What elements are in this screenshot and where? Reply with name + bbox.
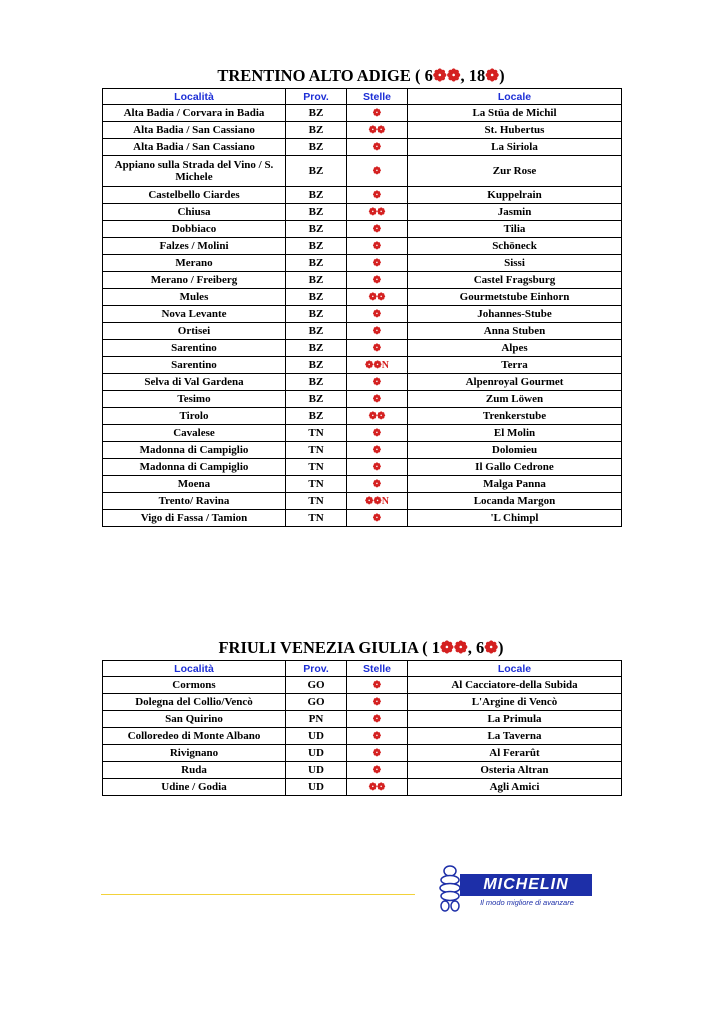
cell-locale: Schöneck — [408, 238, 622, 255]
cell-localita: Mules — [103, 289, 286, 306]
table-header-row — [103, 89, 622, 105]
michelin-star-icon: ❁ — [372, 308, 382, 320]
cell-locale: Johannes-Stube — [408, 306, 622, 323]
cell-stelle — [347, 694, 408, 711]
cell-locale: Dolomieu — [408, 442, 622, 459]
table-row — [103, 493, 622, 510]
cell-localita: Udine / Godia — [103, 779, 286, 796]
cell-prov: BZ — [286, 340, 347, 357]
table-row — [103, 340, 622, 357]
cell-stelle — [347, 238, 408, 255]
michelin-star-icon: ❁ — [372, 189, 382, 201]
cell-stelle — [347, 105, 408, 122]
title-prefix: FRIULI VENEZIA GIULIA ( 1 — [218, 638, 441, 657]
cell-prov: UD — [286, 728, 347, 745]
cell-stelle — [347, 493, 408, 510]
table-row — [103, 476, 622, 493]
cell-stelle — [347, 391, 408, 408]
table-row — [103, 357, 622, 374]
michelin-star-icon: ❁ — [372, 696, 382, 708]
section-title-trentino — [101, 66, 621, 86]
cell-stelle — [347, 122, 408, 139]
cell-localita: Sarentino — [103, 357, 286, 374]
michelin-star-icon: ❁ — [372, 679, 382, 691]
cell-locale: La Stüa de Michil — [408, 105, 622, 122]
cell-localita: Falzes / Molini — [103, 238, 286, 255]
cell-prov: BZ — [286, 408, 347, 425]
michelin-star-icon: ❁ — [372, 257, 382, 269]
cell-stelle — [347, 255, 408, 272]
header-localita: Località — [103, 89, 286, 105]
table-row — [103, 677, 622, 694]
table-row — [103, 510, 622, 527]
table-row — [103, 779, 622, 796]
cell-locale: La Siriola — [408, 139, 622, 156]
cell-localita: Colloredeo di Monte Albano — [103, 728, 286, 745]
cell-prov: UD — [286, 745, 347, 762]
cell-stelle — [347, 306, 408, 323]
cell-prov: BZ — [286, 289, 347, 306]
table-row — [103, 711, 622, 728]
michelin-star-icon: ❁ — [372, 376, 382, 388]
cell-locale: Castel Fragsburg — [408, 272, 622, 289]
cell-locale: Il Gallo Cedrone — [408, 459, 622, 476]
cell-stelle — [347, 459, 408, 476]
table-row — [103, 221, 622, 238]
title-prefix: TRENTINO ALTO ADIGE ( 6 — [217, 66, 433, 85]
cell-locale: Zur Rose — [408, 156, 622, 187]
cell-localita: Sarentino — [103, 340, 286, 357]
header-localita: Località — [103, 661, 286, 677]
table-row — [103, 408, 622, 425]
cell-locale: Sissi — [408, 255, 622, 272]
michelin-star-icon: ❁❁ — [368, 410, 386, 422]
cell-prov: BZ — [286, 105, 347, 122]
cell-locale: Trenkerstube — [408, 408, 622, 425]
cell-localita: Appiano sulla Strada del Vino / S. Michele — [103, 156, 286, 187]
michelin-star-icon: ❁ — [372, 730, 382, 742]
header-stelle: Stelle — [347, 661, 408, 677]
cell-localita: Ortisei — [103, 323, 286, 340]
michelin-star-icon: ❁❁ — [365, 495, 382, 507]
table-row — [103, 374, 622, 391]
cell-prov: BZ — [286, 323, 347, 340]
cell-prov: TN — [286, 425, 347, 442]
cell-locale: L'Argine di Vencò — [408, 694, 622, 711]
michelin-logo — [436, 864, 596, 914]
cell-prov: BZ — [286, 139, 347, 156]
cell-localita: Castelbello Ciardes — [103, 187, 286, 204]
cell-prov: BZ — [286, 221, 347, 238]
title-two-star-icon: ❁❁ — [440, 638, 468, 657]
brand-wordmark: MICHELIN — [460, 874, 592, 896]
table-row — [103, 255, 622, 272]
michelin-star-icon: ❁ — [372, 444, 382, 456]
header-locale: Locale — [408, 89, 622, 105]
cell-locale: Tilia — [408, 221, 622, 238]
cell-localita: Nova Levante — [103, 306, 286, 323]
table-header-row — [103, 661, 622, 677]
cell-localita: Alta Badia / San Cassiano — [103, 122, 286, 139]
cell-stelle — [347, 476, 408, 493]
cell-prov: BZ — [286, 391, 347, 408]
cell-locale: St. Hubertus — [408, 122, 622, 139]
cell-locale: Anna Stuben — [408, 323, 622, 340]
cell-locale: Al Cacciatore-della Subida — [408, 677, 622, 694]
header-locale: Locale — [408, 661, 622, 677]
michelin-star-icon: ❁❁ — [368, 206, 386, 218]
cell-localita: San Quirino — [103, 711, 286, 728]
cell-stelle — [347, 340, 408, 357]
cell-localita: Cavalese — [103, 425, 286, 442]
table-row — [103, 122, 622, 139]
cell-stelle — [347, 762, 408, 779]
table-row — [103, 728, 622, 745]
cell-locale: Gourmetstube Einhorn — [408, 289, 622, 306]
cell-localita: Tirolo — [103, 408, 286, 425]
cell-locale: Malga Panna — [408, 476, 622, 493]
cell-locale: Agli Amici — [408, 779, 622, 796]
table-row — [103, 156, 622, 187]
cell-locale: El Molin — [408, 425, 622, 442]
table-row — [103, 459, 622, 476]
cell-locale: Terra — [408, 357, 622, 374]
table-row — [103, 306, 622, 323]
cell-stelle — [347, 677, 408, 694]
michelin-star-icon: ❁❁ — [368, 781, 386, 793]
cell-locale: Zum Löwen — [408, 391, 622, 408]
table-row — [103, 204, 622, 221]
cell-prov: TN — [286, 510, 347, 527]
cell-locale: La Primula — [408, 711, 622, 728]
michelin-star-icon: ❁ — [372, 512, 382, 524]
cell-stelle — [347, 779, 408, 796]
cell-localita: Dolegna del Collio/Vencò — [103, 694, 286, 711]
michelin-star-icon: ❁ — [372, 393, 382, 405]
cell-stelle — [347, 711, 408, 728]
header-prov: Prov. — [286, 89, 347, 105]
table-row — [103, 272, 622, 289]
michelin-star-icon: ❁ — [372, 223, 382, 235]
cell-localita: Merano / Freiberg — [103, 272, 286, 289]
cell-stelle — [347, 374, 408, 391]
cell-prov: BZ — [286, 255, 347, 272]
michelin-star-icon: ❁ — [372, 141, 382, 153]
cell-stelle — [347, 139, 408, 156]
cell-prov: TN — [286, 442, 347, 459]
cell-prov: PN — [286, 711, 347, 728]
cell-prov: BZ — [286, 374, 347, 391]
cell-locale: La Taverna — [408, 728, 622, 745]
cell-locale: Kuppelrain — [408, 187, 622, 204]
table-row — [103, 105, 622, 122]
title-suffix: ) — [499, 66, 505, 85]
cell-prov: GO — [286, 677, 347, 694]
cell-prov: BZ — [286, 187, 347, 204]
cell-localita: Cormons — [103, 677, 286, 694]
cell-prov: UD — [286, 779, 347, 796]
michelin-star-icon: ❁ — [372, 342, 382, 354]
cell-localita: Madonna di Campiglio — [103, 442, 286, 459]
cell-stelle — [347, 221, 408, 238]
cell-stelle — [347, 442, 408, 459]
michelin-star-icon: ❁ — [372, 478, 382, 490]
cell-prov: BZ — [286, 272, 347, 289]
restaurant-table-friuli — [102, 660, 622, 796]
cell-stelle — [347, 408, 408, 425]
cell-localita: Dobbiaco — [103, 221, 286, 238]
header-stelle: Stelle — [347, 89, 408, 105]
michelin-star-icon: ❁❁ — [368, 291, 386, 303]
table-row — [103, 442, 622, 459]
title-mid: , 6 — [467, 638, 485, 657]
title-suffix: ) — [498, 638, 504, 657]
section-title-friuli — [101, 638, 621, 658]
michelin-star-icon: ❁ — [372, 274, 382, 286]
cell-stelle — [347, 745, 408, 762]
footer-rule — [101, 894, 415, 895]
title-one-star-icon: ❁ — [484, 638, 499, 657]
cell-prov: BZ — [286, 306, 347, 323]
michelin-star-icon: ❁ — [372, 747, 382, 759]
table-row — [103, 694, 622, 711]
michelin-star-icon: ❁ — [372, 325, 382, 337]
cell-locale: Locanda Margon — [408, 493, 622, 510]
cell-localita: Trento/ Ravina — [103, 493, 286, 510]
cell-prov: BZ — [286, 238, 347, 255]
cell-stelle — [347, 187, 408, 204]
michelin-star-icon: ❁ — [372, 165, 382, 177]
cell-prov: TN — [286, 493, 347, 510]
table-row — [103, 238, 622, 255]
michelin-star-icon: ❁ — [372, 427, 382, 439]
cell-prov: TN — [286, 459, 347, 476]
michelin-star-icon: ❁ — [372, 107, 382, 119]
cell-localita: Tesimo — [103, 391, 286, 408]
cell-prov: BZ — [286, 204, 347, 221]
cell-prov: BZ — [286, 156, 347, 187]
cell-localita: Alta Badia / Corvara in Badia — [103, 105, 286, 122]
cell-stelle — [347, 510, 408, 527]
table-row — [103, 425, 622, 442]
cell-prov: BZ — [286, 122, 347, 139]
title-two-star-icon: ❁❁ — [432, 66, 461, 85]
title-one-star-icon: ❁ — [485, 66, 500, 85]
new-badge: N — [381, 359, 389, 371]
cell-locale: Osteria Altran — [408, 762, 622, 779]
cell-localita: Ruda — [103, 762, 286, 779]
cell-localita: Merano — [103, 255, 286, 272]
header-prov: Prov. — [286, 661, 347, 677]
cell-stelle — [347, 156, 408, 187]
cell-locale: Alpenroyal Gourmet — [408, 374, 622, 391]
table-row — [103, 323, 622, 340]
michelin-star-icon: ❁ — [372, 461, 382, 473]
table-row — [103, 139, 622, 156]
cell-localita: Chiusa — [103, 204, 286, 221]
cell-prov: UD — [286, 762, 347, 779]
new-badge: N — [381, 495, 389, 507]
cell-localita: Alta Badia / San Cassiano — [103, 139, 286, 156]
cell-localita: Rivignano — [103, 745, 286, 762]
title-mid: , 18 — [460, 66, 486, 85]
michelin-star-icon: ❁❁ — [365, 359, 382, 371]
cell-localita: Selva di Val Gardena — [103, 374, 286, 391]
michelin-star-icon: ❁ — [372, 713, 382, 725]
michelin-star-icon: ❁ — [372, 764, 382, 776]
table-row — [103, 187, 622, 204]
cell-prov: GO — [286, 694, 347, 711]
restaurant-table-trentino — [102, 88, 622, 527]
cell-locale: 'L Chimpl — [408, 510, 622, 527]
michelin-star-icon: ❁❁ — [368, 124, 386, 136]
cell-locale: Alpes — [408, 340, 622, 357]
table-row — [103, 391, 622, 408]
cell-prov: BZ — [286, 357, 347, 374]
cell-locale: Al Ferarût — [408, 745, 622, 762]
table-row — [103, 762, 622, 779]
cell-locale: Jasmin — [408, 204, 622, 221]
cell-stelle — [347, 728, 408, 745]
table-row — [103, 745, 622, 762]
cell-localita: Madonna di Campiglio — [103, 459, 286, 476]
brand-tagline: Il modo migliore di avanzare — [480, 898, 574, 907]
cell-stelle — [347, 289, 408, 306]
cell-stelle — [347, 425, 408, 442]
cell-stelle — [347, 204, 408, 221]
table-row — [103, 289, 622, 306]
cell-localita: Vigo di Fassa / Tamion — [103, 510, 286, 527]
cell-stelle — [347, 323, 408, 340]
cell-localita: Moena — [103, 476, 286, 493]
cell-prov: TN — [286, 476, 347, 493]
cell-stelle — [347, 357, 408, 374]
michelin-star-icon: ❁ — [372, 240, 382, 252]
cell-stelle — [347, 272, 408, 289]
